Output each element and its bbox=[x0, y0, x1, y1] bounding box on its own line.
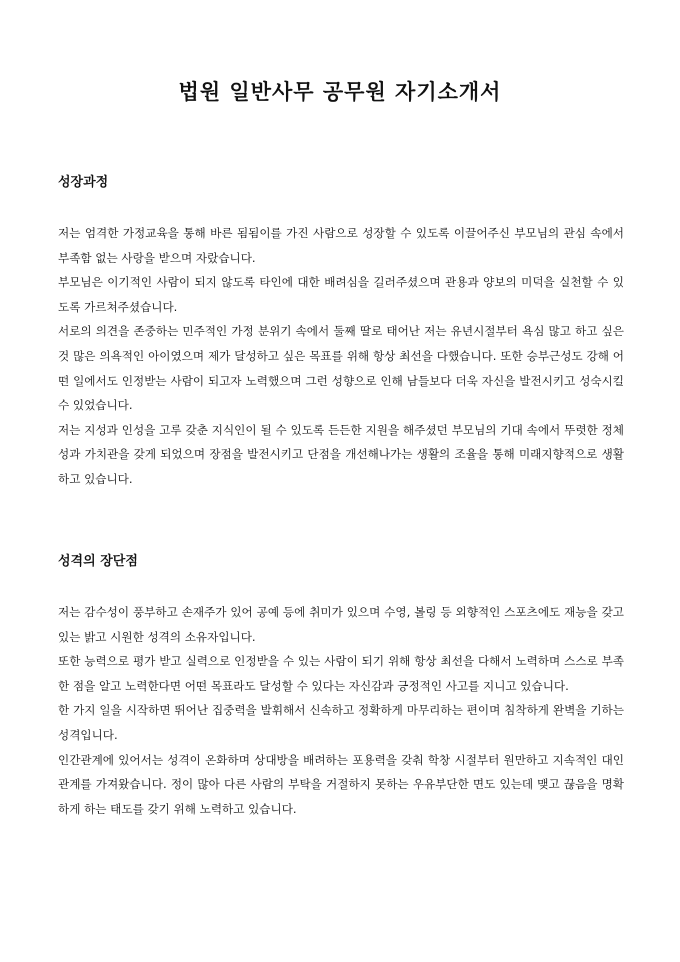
section-body-personality bbox=[58, 600, 624, 821]
paragraph: 서로의 의견을 존중하는 민주적인 가정 분위기 속에서 둘째 딸로 태어난 저는 유년시절부터 욕심 많고 하고 싶은 것 많은 의욕적인 아이였으며 제가 달성하고 싶은 목표를 위해 항상 최선을 다했습니다. 또한 승부근성도 강해 어떤 일에서도 인정받는 사람이 되고자 노력했으며 그런 성향으로 인해 남들보다 더욱 자신을 발전시키고 성숙시킬 수 있었습니다. bbox=[58, 324, 624, 413]
paragraph: 또한 능력으로 평가 받고 실력으로 인정받을 수 있는 사람이 되기 위해 항상 최선을 다해서 노력하며 스스로 부족한 점을 알고 노력한다면 어떤 목표라도 달성할 수 있다는 자신감과 긍정적인 사고를 지니고 있습니다. bbox=[58, 654, 624, 693]
paragraph: 저는 엄격한 가정교육을 통해 바른 됨됨이를 가진 사람으로 성장할 수 있도록 이끌어주신 부모님의 관심 속에서 부족함 없는 사랑을 받으며 자랐습니다. bbox=[58, 226, 624, 265]
section-heading-personality: 성격의 장단점 bbox=[58, 554, 138, 569]
paragraph: 한 가지 일을 시작하면 뛰어난 집중력을 발휘해서 신속하고 정확하게 마무리하는 편이며 침착하게 완벽을 기하는 성격입니다. bbox=[58, 703, 624, 742]
paragraph: 저는 감수성이 풍부하고 손재주가 있어 공예 등에 취미가 있으며 수영, 볼링 등 외향적인 스포츠에도 재능을 갖고 있는 밝고 시원한 성격의 소유자입니다. bbox=[58, 605, 624, 644]
section-body-growth bbox=[58, 221, 624, 492]
paragraph: 인간관계에 있어서는 성격이 온화하며 상대방을 배려하는 포용력을 갖춰 학창 시절부터 원만하고 지속적인 대인관계를 가져왔습니다. 정이 많아 다른 사람의 부탁을 거절하지 못하는 우유부단한 면도 있는데 맺고 끊음을 명확하게 하는 태도를 갖기 위해 노력하고 있습니다. bbox=[58, 752, 624, 816]
document-title: 법원 일반사무 공무원 자기소개서 bbox=[178, 79, 502, 104]
paragraph: 저는 지성과 인성을 고루 갖춘 지식인이 될 수 있도록 든든한 지원을 해주셨던 부모님의 기대 속에서 뚜렷한 정체성과 가치관을 갖게 되었으며 장점을 발전시키고 단점을 개선해나가는 생활의 조율을 통해 미래지향적으로 생활하고 있습니다. bbox=[58, 422, 624, 486]
paragraph: 부모님은 이기적인 사람이 되지 않도록 타인에 대한 배려심을 길러주셨으며 관용과 양보의 미덕을 실천할 수 있도록 가르쳐주셨습니다. bbox=[58, 275, 624, 314]
section-heading-growth: 성장과정 bbox=[58, 175, 109, 190]
